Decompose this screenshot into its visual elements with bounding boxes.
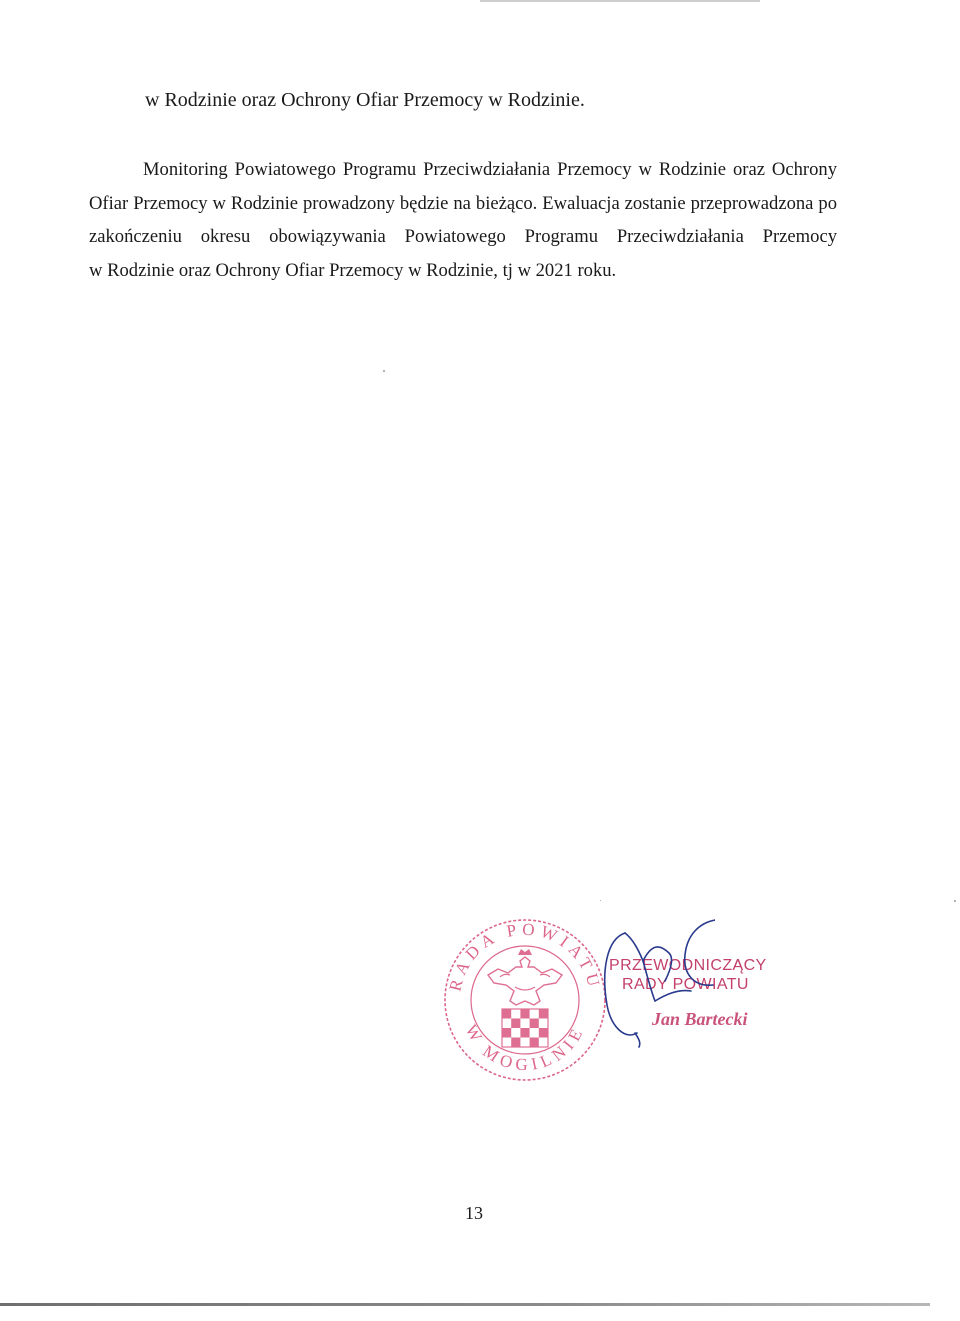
eagle-emblem [488,949,562,1005]
continued-text-line: w Rodzinie oraz Ochrony Ofiar Przemocy w Rodzinie. [145,89,585,111]
paragraph-line-4: w Rodzinie oraz Ochrony Ofiar Przemocy w Rodzinie, tj w 2021 roku. [89,259,617,281]
handwritten-signature [595,915,715,1050]
stamp-title: PRZEWODNICZĄCY [609,957,767,974]
council-seal [440,915,610,1085]
checkered-shield [502,1009,548,1047]
stamp-subtitle: RADY POWIATU [622,976,749,993]
scan-speck [383,370,385,372]
seal-text-top: RADA POWIATU [445,919,605,994]
body-paragraph [89,153,837,287]
scan-edge-bottom [0,1303,930,1306]
seal-text-bottom: W MOGILNIE [461,1021,589,1075]
page-number: 13 [465,1203,483,1223]
scan-speck [954,900,956,902]
paragraph-line-3: zakończeniu okresu obowiązywania Powiatowego Programu Przeciwdziałania Przemocy [89,226,837,247]
stamp-name: Jan Bartecki [652,1009,748,1029]
scan-speck [600,900,601,901]
paragraph-line-2: Ofiar Przemocy w Rodzinie prowadzony będzie na bieżąco. Ewaluacja zostanie przeprowadzona po [89,192,837,214]
scan-edge-top [480,0,760,2]
paragraph-line-1: Monitoring Powiatowego Programu Przeciwdziałania Przemocy w Rodzinie oraz Ochrony [143,159,837,180]
